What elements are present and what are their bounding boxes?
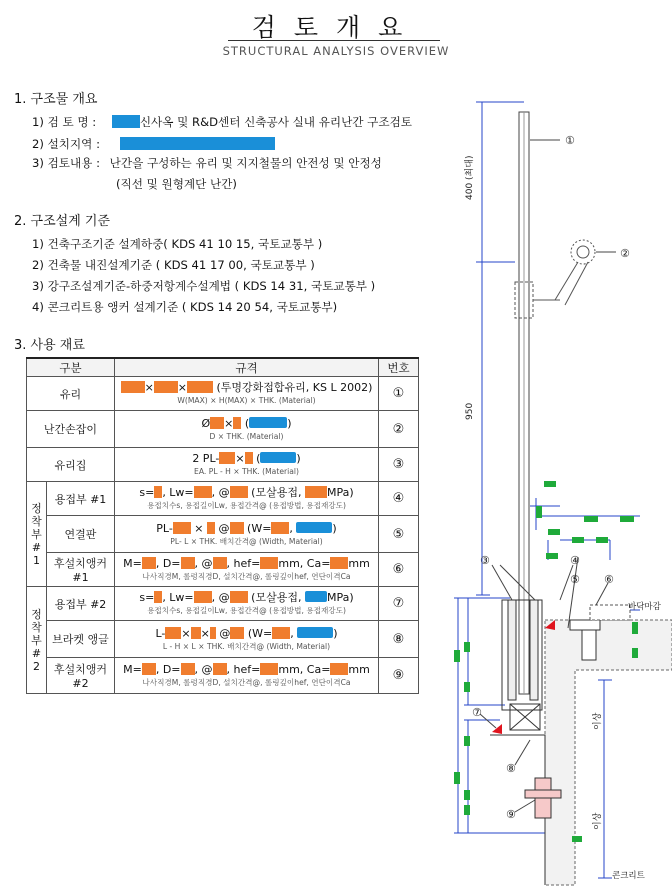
review-content-value: 난간을 구성하는 유리 및 지지철물의 안전성 및 안정성 [109, 156, 382, 170]
review-name-label: 1) 검 토 명 : [32, 115, 97, 129]
marker-1: ① [565, 134, 575, 147]
concrete-slab [490, 605, 672, 885]
col-header: 규격 [115, 358, 379, 377]
table-row [27, 411, 419, 448]
group-label: 정 착 부 # 1 [27, 482, 47, 587]
page-title: 검토개요 [251, 13, 421, 42]
row-number: ① [379, 377, 419, 411]
materials-table [26, 357, 419, 694]
dim-950-label: 950 [465, 402, 475, 420]
row-spec: M= , D= , @ , hef= mm, Ca= mm 나사직경M, 롤렁직경D, 설치간격@, 롤링깊이hef, 연단이격Ca [115, 553, 379, 587]
marker-4: ④ [570, 554, 580, 567]
marker-9: ⑨ [506, 808, 516, 821]
standard-item: 2) 건축물 내진설계기준 ( KDS 41 17 00, 국토교통부 ) [32, 258, 315, 272]
section2-heading: 2. 구조설계 기준 [14, 214, 111, 229]
row-number: ③ [379, 448, 419, 482]
table-row [27, 587, 419, 621]
table-row [27, 658, 419, 694]
row-spec: M= , D= , @ , hef= mm, Ca= mm 나사직경M, 롤렁직경D, 설치간격@, 롤링깊이hef, 연단이격Ca [115, 658, 379, 694]
review-content-row [32, 155, 382, 171]
row-number: ⑤ [379, 516, 419, 553]
row-spec: 2 PL- × ( ) EA. PL - H × THK. (Material) [115, 448, 379, 482]
row-number: ⑨ [379, 658, 419, 694]
col-header: 구분 [27, 358, 115, 377]
table-row [27, 448, 419, 482]
marker-5: ⑤ [570, 573, 580, 586]
row-spec: s= , Lw= , @ (모살용접, MPa) 용접치수s, 용접길이Lw, 용접간격@ (용접방법, 용접재강도) [115, 482, 379, 516]
title-divider [228, 40, 440, 41]
marker-6: ⑥ [604, 573, 614, 586]
concrete-label: 콘크리트 [612, 871, 645, 881]
install-location-label: 2) 설치지역 : [32, 137, 100, 151]
row-name: 유리 [27, 377, 115, 411]
row-number: ④ [379, 482, 419, 516]
page-subtitle: STRUCTURAL ANALYSIS OVERVIEW [222, 44, 450, 58]
marker-3: ③ [480, 554, 490, 567]
marker-2: ② [620, 247, 630, 260]
standard-item: 3) 강구조설계기준-하중저항계수설계법 ( KDS 14 31, 국토교통부 ) [32, 279, 376, 293]
glass-panel [519, 112, 529, 694]
review-content-label: 3) 검토내용 : [32, 156, 100, 170]
group-label: 정 착 부 # 2 [27, 587, 47, 694]
row-spec: s= , Lw= , @ (모살용접, MPa) 용접치수s, 용접길이Lw, 용접간격@ (용접방법, 용접재강도) [115, 587, 379, 621]
row-spec: Ø × ( ) D × THK. (Material) [115, 411, 379, 448]
row-spec: PL- × @ (W= , ) PL- L × THK. 배치간격@ (Width, Material) [115, 516, 379, 553]
row-name: 용접부 #2 [47, 587, 115, 621]
install-location-row [32, 136, 275, 152]
row-name: 후설치앵커 #1 [47, 553, 115, 587]
railing-section-drawing [430, 90, 672, 890]
row-name: 용접부 #1 [47, 482, 115, 516]
redacted-company [112, 115, 140, 128]
row-number: ② [379, 411, 419, 448]
table-row [27, 482, 419, 516]
row-number: ⑥ [379, 553, 419, 587]
section1-heading: 1. 구조물 개요 [14, 92, 98, 107]
row-name: 후설치앵커 #2 [47, 658, 115, 694]
table-row [27, 621, 419, 658]
row-number: ⑧ [379, 621, 419, 658]
var-label-2: 이상 [593, 812, 603, 830]
row-name: 유리집 [27, 448, 115, 482]
section3-heading: 3. 사용 재료 [14, 338, 85, 353]
row-number: ⑦ [379, 587, 419, 621]
review-content-note: (직선 및 원형계단 난간) [116, 177, 237, 191]
row-name: 브라켓 앵글 [47, 621, 115, 658]
row-name: 연결판 [47, 516, 115, 553]
var-label-1: 이상 [593, 712, 603, 730]
redacted-location [120, 137, 275, 150]
table-header-row [27, 358, 419, 377]
marker-7: ⑦ [472, 706, 482, 719]
review-name-row [32, 114, 412, 130]
dim-400-label: 400 (최대) [465, 155, 475, 200]
col-header: 번호 [379, 358, 419, 377]
row-name: 난간손잡이 [27, 411, 115, 448]
table-row [27, 516, 419, 553]
row-spec: L- × × @ (W= , ) L - H × L × THK. 배치간격@ (Width, Material) [115, 621, 379, 658]
table-row [27, 377, 419, 411]
standard-item: 4) 콘크리트용 앵커 설계기준 ( KDS 14 20 54, 국토교통부) [32, 300, 338, 314]
review-name-value: 신사옥 및 R&D센터 신축공사 실내 유리난간 구조검토 [139, 115, 412, 129]
floor-finish-label: 바닥마감 [628, 602, 661, 612]
row-spec: × × (투명강화접합유리, KS L 2002) W(MAX) × H(MAX) × THK. (Material) [115, 377, 379, 411]
standard-item: 1) 건축구조기준 설계하중( KDS 41 10 15, 국토교통부 ) [32, 237, 323, 251]
marker-8: ⑧ [506, 762, 516, 775]
table-row [27, 553, 419, 587]
